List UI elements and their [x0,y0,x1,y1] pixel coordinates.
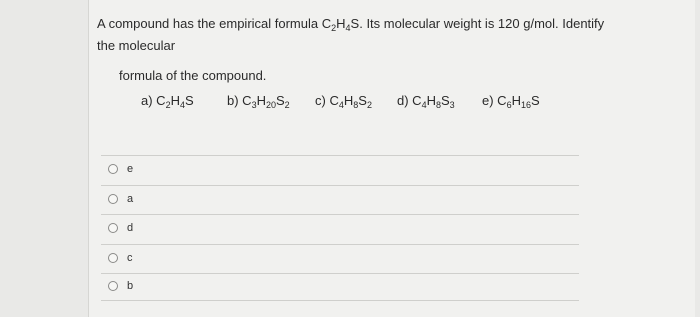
choice-b [227,93,290,108]
formula-subscript: 8 [353,100,359,110]
formula-subscript: 3 [251,100,257,110]
divider [101,155,579,156]
formula-element: H [170,93,180,108]
question-card [88,0,695,317]
choice-label: d) [397,93,413,108]
question-text-part: A compound has the empirical formula C [97,16,332,31]
subscript: 4 [345,23,351,33]
answer-option-d[interactable] [108,218,133,238]
divider [101,185,579,186]
choice-e [482,93,540,108]
formula-subscript: 20 [265,100,276,110]
formula-subscript: 16 [520,100,531,110]
formula-subscript: 2 [165,100,171,110]
formula-element: S [184,93,194,108]
formula-element: S [358,93,367,108]
answer-option-a[interactable] [108,189,133,209]
divider [101,300,579,301]
subscript: 2 [331,23,337,33]
radio-icon[interactable] [108,164,118,174]
radio-icon[interactable] [108,253,118,263]
formula-element: C [242,93,252,108]
formula-element: H [343,93,354,108]
question-text-line-3: formula of the compound. [119,68,267,83]
choice-label: c) [315,93,330,108]
formula-subscript: 4 [338,100,344,110]
formula-element: S [275,93,285,108]
choice-d [397,93,455,108]
formula-element: C [497,93,507,108]
choice-a [141,93,194,108]
radio-icon[interactable] [108,281,118,291]
choice-label: a) [141,93,157,108]
answer-option-b[interactable] [108,276,133,296]
formula-element: C [329,93,339,108]
formula-subscript: 4 [421,100,427,110]
formula-subscript: 4 [179,100,185,110]
formula-subscript: 6 [506,100,512,110]
formula-subscript: 3 [449,100,455,110]
formula-element: S [530,93,540,108]
answer-option-e[interactable] [108,159,133,179]
radio-icon[interactable] [108,194,118,204]
answer-option-label: d [127,222,134,234]
choice-label: b) [227,93,243,108]
formula-element: C [156,93,166,108]
answer-option-label: c [127,252,133,264]
question-text-part: . Its molecular weight is 120 g/mol. Identify [359,16,605,31]
answer-option-label: e [127,163,134,175]
formula-element: H [256,93,266,108]
formula-subscript: 8 [435,100,441,110]
answer-option-label: b [127,280,134,292]
formula-subscript: 2 [284,100,290,110]
formula-element: H [426,93,436,108]
question-text-line-2: the molecular [97,38,176,53]
question-text-line-1: A compound has the empirical formula $C_2H_4S$. Its molecular weight is 120 g/mol. Identify [97,16,605,33]
answer-option-c[interactable] [108,248,133,268]
radio-icon[interactable] [108,223,118,233]
formula-element: S [440,93,450,108]
divider [101,273,579,274]
formula-element: H [511,93,521,108]
choice-c [315,93,372,108]
formula-element: C [412,93,422,108]
divider [101,244,579,245]
answer-option-label: a [127,193,134,205]
divider [101,214,579,215]
formula-subscript: 2 [366,100,372,110]
choice-label: e) [482,93,498,108]
